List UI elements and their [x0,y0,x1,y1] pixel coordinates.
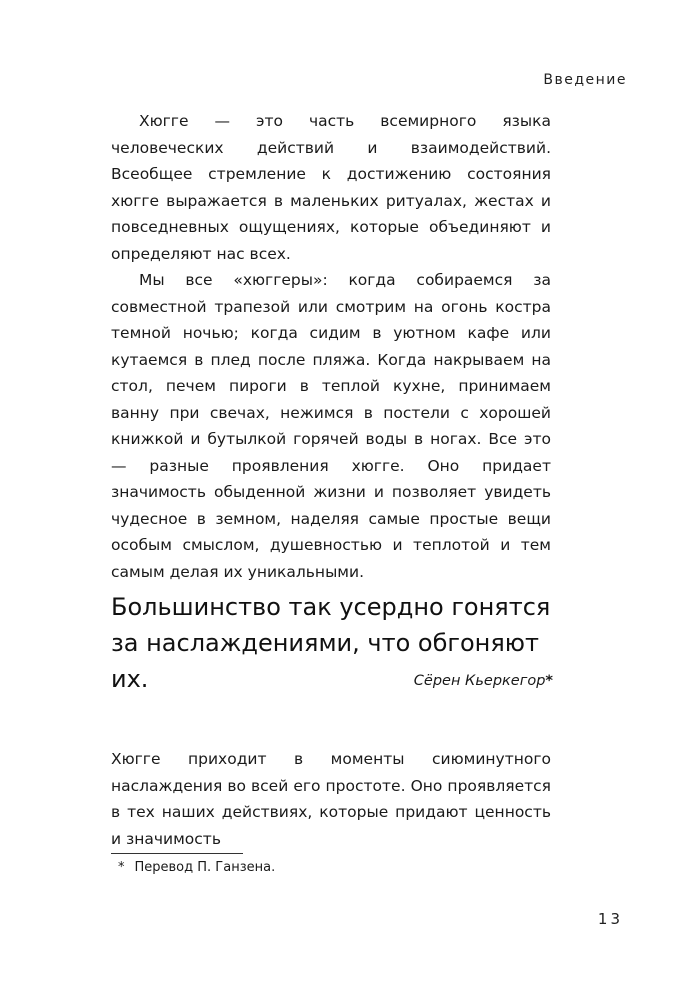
footnote [118,860,275,875]
footnote-divider [111,853,243,854]
running-head: Введение [543,72,627,88]
paragraph: Хюгге приходит в моменты сиюминутного наслаждения во всей его простоте. Оно проявляется в тех наших действиях, которые придают ценность и значимость [111,750,551,848]
footnote-text: Перевод П. Ганзена. [134,860,276,875]
quote-line: Большинство так усердно гонятся [111,593,551,621]
quote-line: за наслаждениями, что обгоняют их. [111,629,539,693]
page-number: 13 [597,910,623,928]
body-text-continuation [111,746,551,852]
body-text-block [111,108,551,585]
paragraph: Хюгге — это часть всемирного языка человеческих действий и взаимодействий. Всеобщее стремление к достижению состояния хюгге выражается в маленьких ритуалах, жестах и повседневных ощущениях, которые объединяют и определяют нас всех. [111,112,551,263]
quote-author [414,673,553,689]
quote-author-name: Сёрен Кьеркегор [413,673,546,689]
footnote-mark: * [118,860,125,875]
paragraph: Мы все «хюггеры»: когда собираемся за совместной трапезой или смотрим на огонь костра темной ночью; когда сидим в уютном кафе или кутаемся в плед после пляжа. Когда накрываем на стол, печем пироги в теплой кухне, принимаем ванну при свечах, нежимся в постели с хорошей книжкой и бутылкой горячей воды в ногах. Все это — разные проявления хюгге. Оно придает значимость обыденной жизни и позволяет увидеть чудесное в земном, наделяя самые простые вещи особым смыслом, душевностью и теплотой и тем самым делая их уникальными. [111,271,551,581]
footnote-reference-mark: * [545,673,553,689]
